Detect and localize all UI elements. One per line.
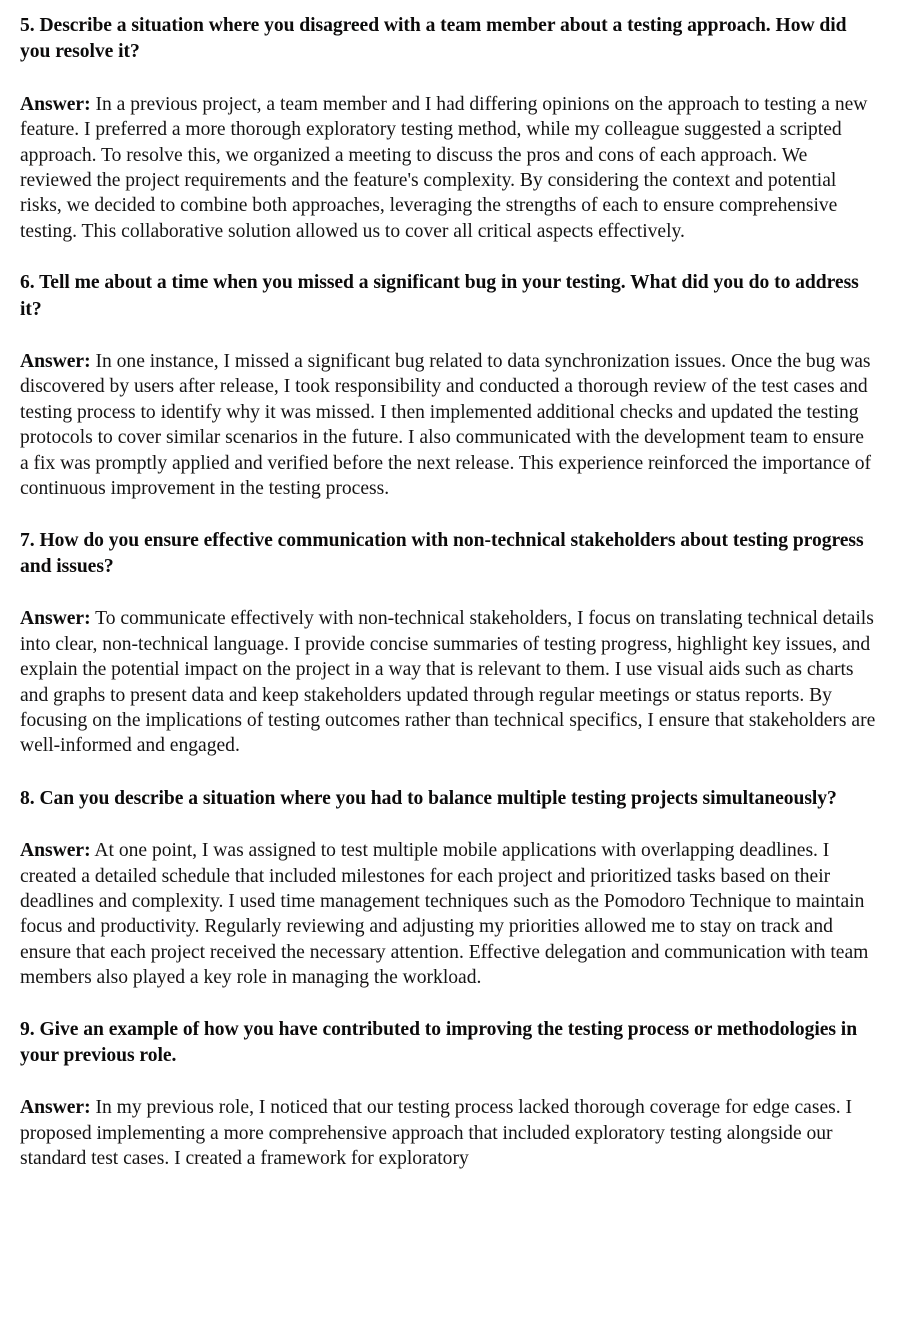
qa-block-8 <box>20 786 877 991</box>
answer-label-6: Answer: <box>20 351 91 373</box>
answer-paragraph-9 <box>20 1095 877 1171</box>
answer-paragraph-8 <box>20 838 877 990</box>
answer-label-8: Answer: <box>20 840 91 862</box>
qa-block-9 <box>20 1017 877 1172</box>
answer-label-9: Answer: <box>20 1097 91 1119</box>
spacer <box>20 502 877 528</box>
spacer <box>20 759 877 786</box>
spacer <box>20 580 877 606</box>
answer-label-7: Answer: <box>20 608 91 630</box>
spacer <box>20 812 877 838</box>
spacer <box>20 991 877 1017</box>
question-heading-6: 6. Tell me about a time when you missed a significant bug in your testing. What did you do to address it? <box>20 272 859 320</box>
question-heading-5: 5. Describe a situation where you disagreed with a team member about a testing approach. How did you resolve it? <box>20 15 847 63</box>
answer-text-6: In one instance, I missed a significant bug related to data synchronization issues. Once the bug was discovered by users after release, I took responsibility and conducted a thorough review of the test cases and testing process to identify why it was missed. I then implemented additional checks and updated the testing protocols to cover similar scenarios in the future. I also communicated with the development team to ensure a fix was promptly applied and verified before the next release. This experience reinforced the importance of continuous improvement in the testing process. <box>20 351 872 500</box>
spacer <box>20 323 877 349</box>
answer-paragraph-6 <box>20 349 877 501</box>
qa-block-7 <box>20 528 877 759</box>
answer-text-9: In my previous role, I noticed that our testing process lacked thorough coverage for edge cases. I proposed implementing a more comprehensive approach that included exploratory testing alongside our standard test cases. I created a framework for exploratory <box>20 1097 852 1170</box>
answer-text-5: In a previous project, a team member and I had differing opinions on the approach to testing a new feature. I preferred a more thorough exploratory testing method, while my colleague suggested a scripted approach. To resolve this, we organized a meeting to discuss the pros and cons of each approach. We reviewed the project requirements and the feature's complexity. By considering the context and potential risks, we decided to combine both approaches, leveraging the strengths of each to ensure comprehensive testing. This collaborative solution allowed us to cover all critical aspects effectively. <box>20 93 868 242</box>
question-heading-8: 8. Can you describe a situation where you had to balance multiple testing projects simultaneously? <box>20 787 837 809</box>
spacer <box>20 244 877 270</box>
answer-paragraph-5 <box>20 92 877 244</box>
answer-text-7: To communicate effectively with non-technical stakeholders, I focus on translating technical details into clear, non-technical language. I provide concise summaries of testing progress, highlight key issues, and explain the potential impact on the project in a way that is relevant to them. I use visual aids such as charts and graphs to present data and keep stakeholders updated through regular meetings or status reports. By focusing on the implications of testing outcomes rather than technical specifics, I ensure that stakeholders are well-informed and engaged. <box>20 608 876 757</box>
question-heading-9: 9. Give an example of how you have contributed to improving the testing process or methodologies in your previous role. <box>20 1018 858 1066</box>
spacer <box>20 1069 877 1095</box>
answer-label-5: Answer: <box>20 93 91 115</box>
qa-block-6 <box>20 270 877 501</box>
qa-block-5 <box>20 13 877 244</box>
answer-paragraph-7 <box>20 606 877 758</box>
answer-text-8: At one point, I was assigned to test multiple mobile applications with overlapping deadlines. I created a detailed schedule that included milestones for each project and prioritized tasks based on their deadlines and complexity. I used time management techniques such as the Pomodoro Technique to maintain focus and productivity. Regularly reviewing and adjusting my priorities allowed me to stay on track and ensure that each project received the necessary attention. Effective delegation and communication with team members also played a key role in managing the workload. <box>20 840 869 989</box>
question-heading-7: 7. How do you ensure effective communication with non-technical stakeholders about testing progress and issues? <box>20 529 864 577</box>
spacer <box>20 66 877 92</box>
